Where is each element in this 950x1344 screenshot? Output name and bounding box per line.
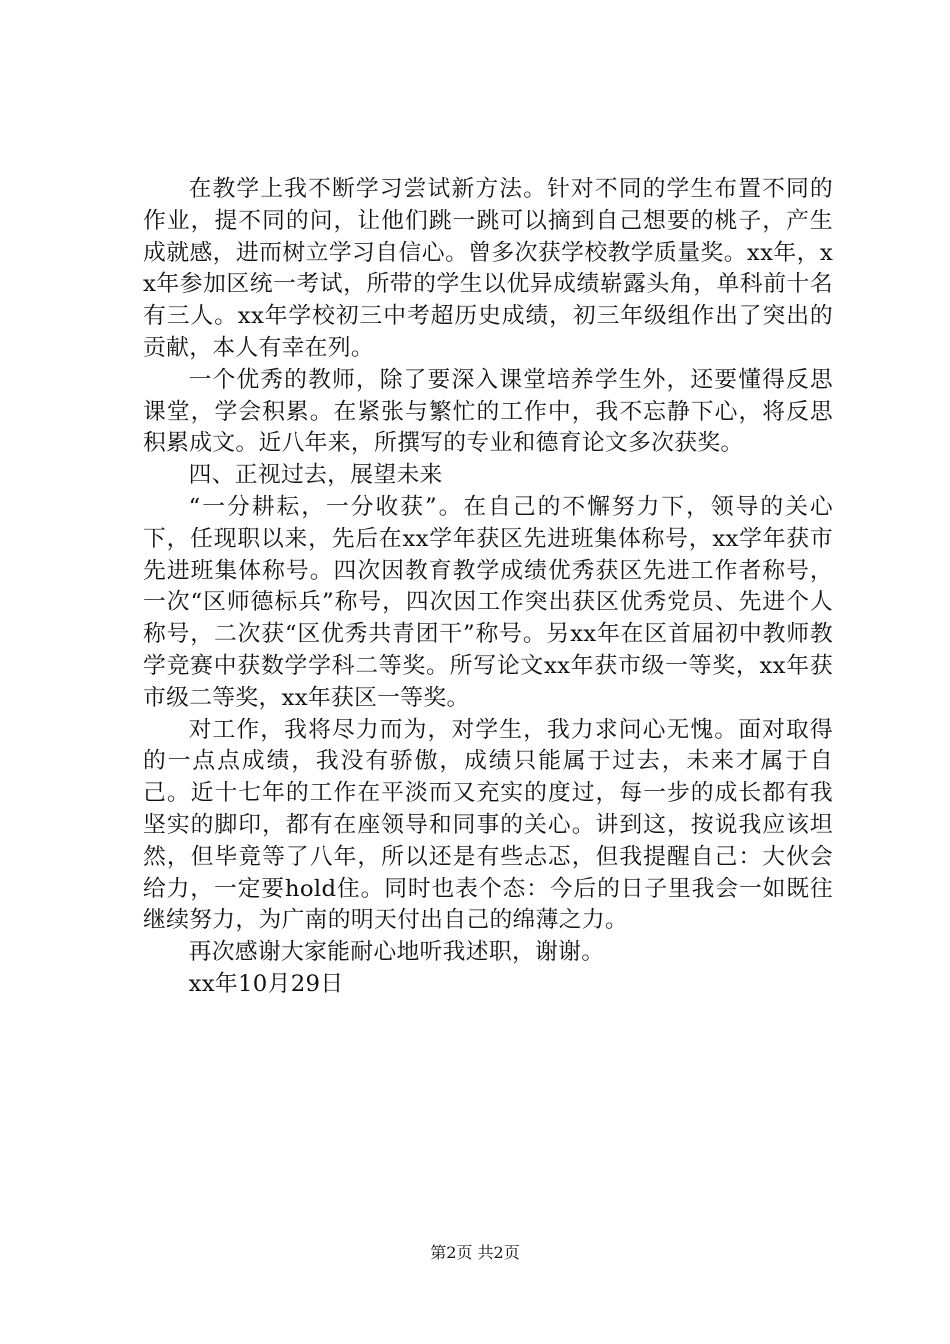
paragraph-achievements: “一分耕耘，一分收获”。在自己的不懈努力下，领导的关心下，任现职以来，先后在xx学年获区先进班集体称号，xx学年获市先进班集体称号。四次因教育教学成绩优秀获区先进工作者称号，一次“区师德标兵”称号，四次因工作突出获区优秀党员、先进个人称号，二次获“区优秀共青团干”称号。另xx年在区首届初中教师教学竞赛中获数学学科二等奖。所写论文xx年获市级一等奖，xx年获市级二等奖，xx年获区一等奖。 [143, 493, 833, 711]
paragraph-thanks: 再次感谢大家能耐心地听我述职，谢谢。 [188, 939, 605, 966]
paragraph-outlook: 对工作，我将尽力而为，对学生，我力求问心无愧。面对取得的一点点成绩，我没有骄傲，成绩只能属于过去，未来才属于自己。近十七年的工作在平淡而又充实的度过，每一步的成长都有我坚实的脚印，都有在座领导和同事的关心。讲到这，按说我应该坦然，但毕竟等了八年，所以还是有些忐忑，但我提醒自己：大伙会给力，一定要hold住。同时也表个态：今后的日子里我会一如既往继续努力，为广南的明天付出自己的绵薄之力。 [143, 716, 833, 934]
paragraph-reflection: 一个优秀的教师，除了要深入课堂培养学生外，还要懂得反思课堂，学会积累。在紧张与繁忙的工作中，我不忘静下心，将反思积累成文。近八年来，所撰写的专业和德育论文多次获奖。 [143, 366, 833, 457]
paragraph-teaching-methods: 在教学上我不断学习尝试新方法。针对不同的学生布置不同的作业，提不同的问，让他们跳一跳可以摘到自己想要的桃子，产生成就感，进而树立学习自信心。曾多次获学校教学质量奖。xx年，xx年参加区统一考试，所带的学生以优异成绩崭露头角，单科前十名有三人。xx年学校初三中考超历史成绩，初三年级组作出了突出的贡献，本人有幸在列。 [143, 176, 833, 361]
section-heading: 四、正视过去，展望未来 [188, 462, 443, 489]
page-footer: 第2页 共2页 [430, 1243, 520, 1262]
document-body [143, 174, 833, 1001]
document-date: xx年10月29日 [188, 970, 344, 997]
